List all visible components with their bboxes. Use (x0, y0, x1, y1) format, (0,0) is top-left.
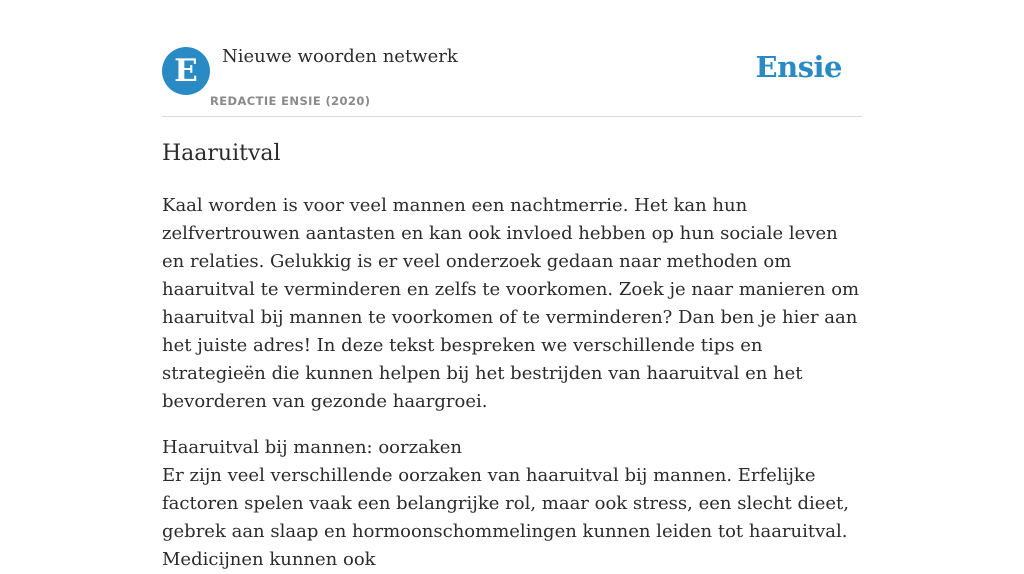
article-body (162, 192, 862, 574)
site-title[interactable]: Nieuwe woorden netwerk (222, 46, 458, 67)
article-paragraph-causes: Er zijn veel verschillende oorzaken van haaruitval bij mannen. Erfelijke factoren spelen vaak een belangrijke rol, maar ook stress, een slecht dieet, gebrek aan slaap en hormoonschommelingen kunnen leiden tot haaruitval. Medicijnen kunnen ook (162, 465, 850, 570)
section-heading: Haaruitval bij mannen: oorzaken (162, 437, 462, 458)
brand-logo[interactable]: Ensie (755, 50, 842, 84)
header (162, 0, 862, 117)
site-credit: REDACTIE ENSIE (2020) (210, 94, 371, 108)
page (162, 0, 862, 570)
article-paragraph-intro: Kaal worden is voor veel mannen een nachtmerrie. Het kan hun zelfvertrouwen aantasten en kan ook invloed hebben op hun sociale leven en relaties. Gelukkig is er veel onderzoek gedaan naar methoden om haaruitval te verminderen en zelfs te voorkomen. Zoek je naar manieren om haaruitval bij mannen te voorkomen of te verminderen? Dan ben je hier aan het juiste adres! In deze tekst bespreken we verschillende tips en strategieën die kunnen helpen bij het bestrijden van haaruitval en het bevorderen van gezonde haargroei. (162, 195, 860, 412)
article-title: Haaruitval (162, 141, 281, 166)
logo-badge[interactable]: E (162, 47, 210, 95)
